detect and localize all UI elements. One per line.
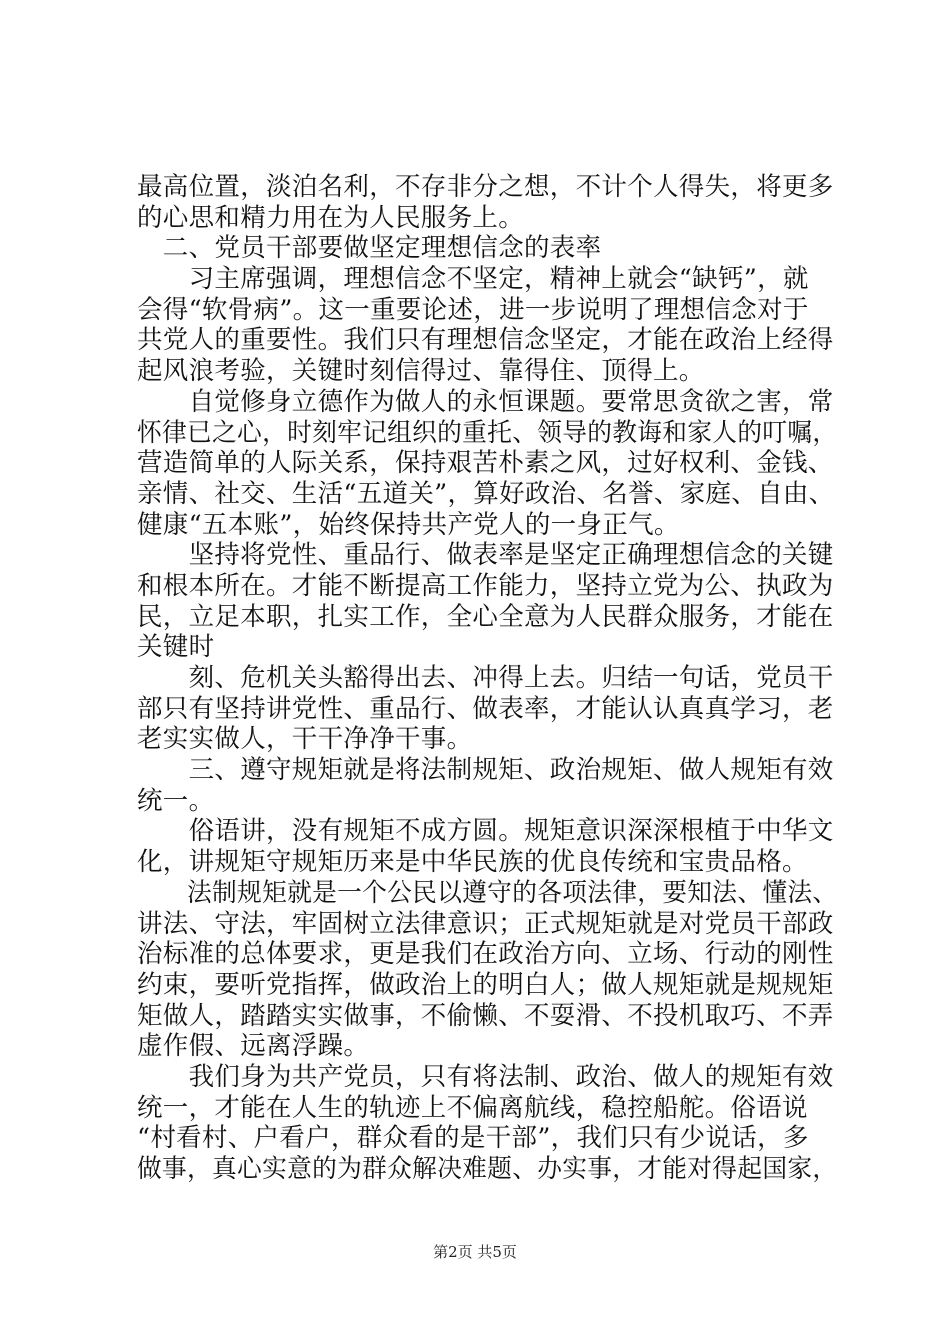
- text-line: 统一，才能在人生的轨迹上不偏离航线，稳控船舵。俗语说: [137, 1092, 808, 1123]
- page-number-label: 第2页 共5页: [433, 1243, 517, 1261]
- text-line: 讲法、守法，牢固树立法律意识；正式规矩就是对党员干部政: [137, 908, 834, 939]
- text-line: 统一。: [137, 785, 215, 816]
- text-line: 习主席强调，理想信念不坚定，精神上就会“缺钙”，就: [137, 264, 809, 295]
- text-line: 起风浪考验，关键时刻信得过、靠得住、顶得上。: [137, 356, 705, 387]
- section-heading: 三、遵守规矩就是将法制规矩、政治规矩、做人规矩有效: [137, 755, 834, 786]
- text-line: 和根本所在。才能不断提高工作能力，坚持立党为公、执政为: [137, 570, 834, 601]
- text-line: 怀律已之心，时刻牢记组织的重托、领导的教诲和家人的叮嘱，: [137, 417, 838, 448]
- text-line: 俗语讲，没有规矩不成方圆。规矩意识深深根植于中华文: [137, 816, 834, 847]
- text-line: 我们身为共产党员，只有将法制、政治、做人的规矩有效: [137, 1061, 834, 1092]
- text-line: 治标准的总体要求，更是我们在政治方向、立场、行动的刚性: [137, 939, 834, 970]
- text-line: 法制规矩就是一个公民以遵守的各项法律，要知法、懂法、: [137, 877, 838, 908]
- text-line: 做事，真心实意的为群众解决难题、办实事，才能对得起国家，: [137, 1154, 838, 1184]
- text-line: 健康“五本账”，始终保持共产党人的一身正气。: [137, 509, 680, 540]
- text-line: 亲情、社交、生活“五道关”，算好政治、名誉、家庭、自由、: [137, 478, 835, 509]
- text-line: 约束，要听党指挥，做政治上的明白人；做人规矩就是规规矩: [137, 969, 834, 1000]
- page-footer: [0, 1242, 950, 1262]
- text-line: 会得“软骨病”。这一重要论述，进一步说明了理想信念对于: [137, 294, 809, 325]
- text-line: 关键时: [137, 632, 215, 663]
- text-line: 最高位置，淡泊名利，不存非分之想，不计个人得失，将更多: [137, 172, 834, 202]
- text-line: 民，立足本职，扎实工作，全心全意为人民群众服务，才能在: [137, 601, 834, 632]
- text-line: 刻、危机关头豁得出去、冲得上去。归结一句话，党员干: [137, 663, 834, 693]
- text-line: 的心思和精力用在为人民服务上。: [137, 202, 525, 233]
- document-body: [137, 172, 837, 1185]
- text-line: 化，讲规矩守规矩历来是中华民族的优良传统和宝贵品格。: [137, 847, 808, 878]
- text-line: 营造简单的人际关系，保持艰苦朴素之风，过好权利、金钱、: [137, 448, 834, 479]
- text-line: 矩做人，踏踏实实做事，不偷懒、不耍滑、不投机取巧、不弄: [137, 1000, 834, 1031]
- section-heading: 二、党员干部要做坚定理想信念的表率: [137, 233, 602, 264]
- text-line: 老实实做人，干干净净干事。: [137, 724, 473, 755]
- text-line: 坚持将党性、重品行、做表率是坚定正确理想信念的关键: [137, 540, 834, 571]
- text-line: “村看村、户看户，群众看的是干部”，我们只有少说话，多: [137, 1123, 809, 1154]
- text-line: 部只有坚持讲党性、重品行、做表率，才能认认真真学习，老: [137, 693, 834, 724]
- text-line: 共党人的重要性。我们只有理想信念坚定，才能在政治上经得: [137, 325, 834, 356]
- text-line: 虚作假、远离浮躁。: [137, 1031, 370, 1062]
- text-line: 自觉修身立德作为做人的永恒课题。要常思贪欲之害，常: [137, 386, 834, 417]
